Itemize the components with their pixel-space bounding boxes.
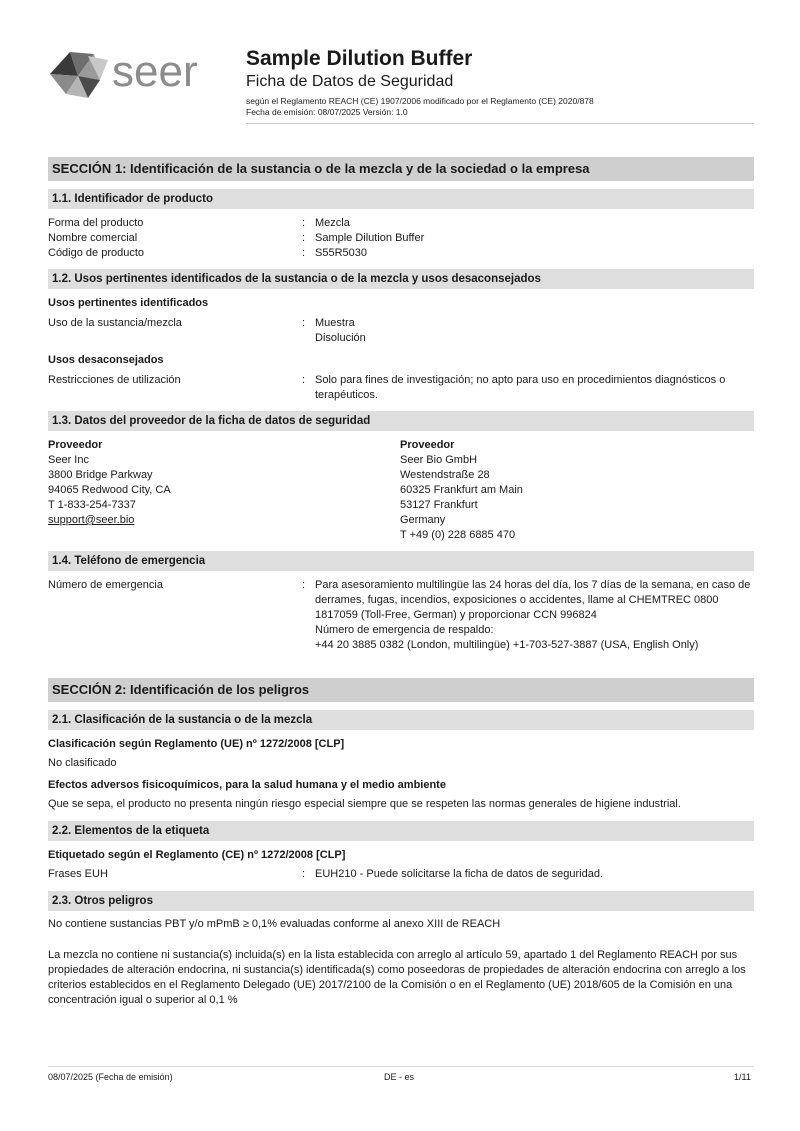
supplier-right-line: Seer Bio GmbH: [400, 454, 478, 466]
footer-locale: DE - es: [384, 1072, 415, 1082]
colon: :: [302, 232, 306, 244]
uses-advised-against-heading: Usos desaconsejados: [48, 354, 164, 366]
supplier-left-line: Seer Inc: [48, 454, 89, 466]
emergency-number-label: Número de emergencia: [48, 579, 163, 591]
supplier-right-line: Westendstraße 28: [400, 469, 490, 481]
restrictions-value-2: terapéuticos.: [315, 389, 378, 401]
product-code-value: S55R5030: [315, 247, 367, 259]
supplier-right-line: Germany: [400, 514, 446, 526]
colon: :: [302, 374, 306, 386]
supplier-right-heading: Proveedor: [400, 439, 455, 451]
seer-logo-mark: [50, 52, 108, 98]
document-header: [48, 40, 754, 124]
colon: :: [302, 247, 306, 259]
endocrine-paragraph-line: criterios establecidos en el Reglamento Delegado (UE) 2017/2100 de la Comisión o en el Reglamento (UE) 2018/605 de la Comisión en una: [48, 979, 733, 991]
title-block: [246, 46, 594, 118]
substance-use-label: Uso de la sustancia/mezcla: [48, 317, 182, 329]
product-form-label: Forma del producto: [48, 217, 144, 229]
document-title: Sample Dilution Buffer: [246, 47, 473, 70]
labelling-heading: Etiquetado según el Reglamento (CE) nº 1272/2008 [CLP]: [48, 849, 346, 861]
emergency-backup-numbers: +44 20 3885 0382 (London, multilingüe) +1-703-527-3887 (USA, English Only): [315, 639, 699, 651]
section-1-heading: SECCIÓN 1: Identificación de la sustancia o de la mezcla y de la sociedad o la empresa: [48, 157, 754, 181]
colon: :: [302, 317, 306, 329]
euh-phrases-label: Frases EUH: [48, 868, 108, 880]
footer-page-number: 1/11: [734, 1072, 751, 1082]
issue-date-version: Fecha de emisión: 08/07/2025 Versión: 1.0: [246, 107, 408, 117]
colon: :: [302, 217, 306, 229]
footer-divider: [48, 1066, 754, 1067]
supplier-right-phone: T +49 (0) 228 6885 470: [400, 529, 516, 541]
supplier-left-phone: T 1-833-254-7337: [48, 499, 136, 511]
endocrine-paragraph-line: propiedades de alteración endocrina, ni sustancia(s) identificada(s) como poseedoras de propiedades de alteración endocrina con arreglo a los: [48, 964, 746, 976]
section-2-heading: SECCIÓN 2: Identificación de los peligros: [48, 678, 754, 702]
subsection-2-3-heading: 2.3. Otros peligros: [48, 891, 754, 911]
subsection-1-1-heading: 1.1. Identificador de producto: [48, 189, 754, 209]
pbt-statement: No contiene sustancias PBT y/o mPmB ≥ 0,1% evaluadas conforme al anexo XIII de REACH: [48, 918, 501, 930]
supplier-left-line: 94065 Redwood City, CA: [48, 484, 171, 496]
subsection-2-1-heading: 2.1. Clasificación de la sustancia o de la mezcla: [48, 710, 754, 730]
adverse-effects-heading: Efectos adversos fisicoquímicos, para la salud humana y el medio ambiente: [48, 779, 446, 791]
trade-name-label: Nombre comercial: [48, 232, 138, 244]
supplier-email-link[interactable]: support@seer.bio: [48, 514, 135, 526]
seer-logo-text: seer: [112, 47, 198, 96]
seer-logo: [48, 46, 238, 98]
product-form-value: Mezcla: [315, 217, 350, 229]
product-code-label: Código de producto: [48, 247, 145, 259]
subsection-2-2-heading: 2.2. Elementos de la etiqueta: [48, 821, 754, 841]
subsection-1-3-heading: 1.3. Datos del proveedor de la ficha de datos de seguridad: [48, 411, 754, 431]
classification-value: No clasificado: [48, 757, 117, 769]
endocrine-paragraph-line: concentración igual o superior al 0,1 %: [48, 994, 238, 1006]
supplier-right-line: 53127 Frankfurt: [400, 499, 478, 511]
regulation-note: según el Reglamento REACH (CE) 1907/2006 modificado por el Reglamento (CE) 2020/878: [246, 96, 594, 106]
emergency-info-line: derrames, fugas, incendios, exposiciones o accidentes, llame al CHEMTREC 0800: [315, 594, 719, 606]
trade-name-value: Sample Dilution Buffer: [315, 232, 425, 244]
restrictions-value-1: Solo para fines de investigación; no apto para uso en procedimientos diagnósticos o: [315, 374, 726, 386]
endocrine-paragraph-line: La mezcla no contiene ni sustancia(s) incluida(s) en la lista establecida con arreglo al artículo 59, apartado 1 del Reglamento REACH por sus: [48, 949, 738, 961]
euh-phrases-value: EUH210 - Puede solicitarse la ficha de datos de seguridad.: [315, 868, 604, 880]
supplier-right-line: 60325 Frankfurt am Main: [400, 484, 523, 496]
supplier-left-heading: Proveedor: [48, 439, 103, 451]
substance-use-value-2: Disolución: [315, 332, 366, 344]
header-divider: [246, 123, 754, 124]
adverse-effects-text: Que se sepa, el producto no presenta ningún riesgo especial siempre que se respeten las normas generales de higiene industrial.: [48, 798, 681, 810]
substance-use-value-1: Muestra: [315, 317, 355, 329]
subsection-1-2-heading: 1.2. Usos pertinentes identificados de la sustancia o de la mezcla y usos desaconsejados: [48, 269, 754, 289]
clp-classification-heading: Clasificación según Reglamento (UE) nº 1272/2008 [CLP]: [48, 738, 345, 750]
emergency-info-line: 1817059 (Toll-Free, German) y proporcionar CCN 996824: [315, 609, 597, 621]
restrictions-label: Restricciones de utilización: [48, 374, 181, 386]
subsection-1-4-heading: 1.4. Teléfono de emergencia: [48, 551, 754, 571]
footer-issue-date: 08/07/2025 (Fecha de emisión): [48, 1072, 173, 1082]
supplier-left-line: 3800 Bridge Parkway: [48, 469, 153, 481]
emergency-info-line: Para asesoramiento multilingüe las 24 horas del día, los 7 días de la semana, en caso de: [315, 579, 751, 591]
emergency-backup-label: Número de emergencia de respaldo:: [315, 624, 494, 636]
identified-uses-heading: Usos pertinentes identificados: [48, 297, 209, 309]
colon: :: [302, 579, 306, 591]
colon: :: [302, 868, 306, 880]
document-subtitle: Ficha de Datos de Seguridad: [246, 73, 454, 90]
